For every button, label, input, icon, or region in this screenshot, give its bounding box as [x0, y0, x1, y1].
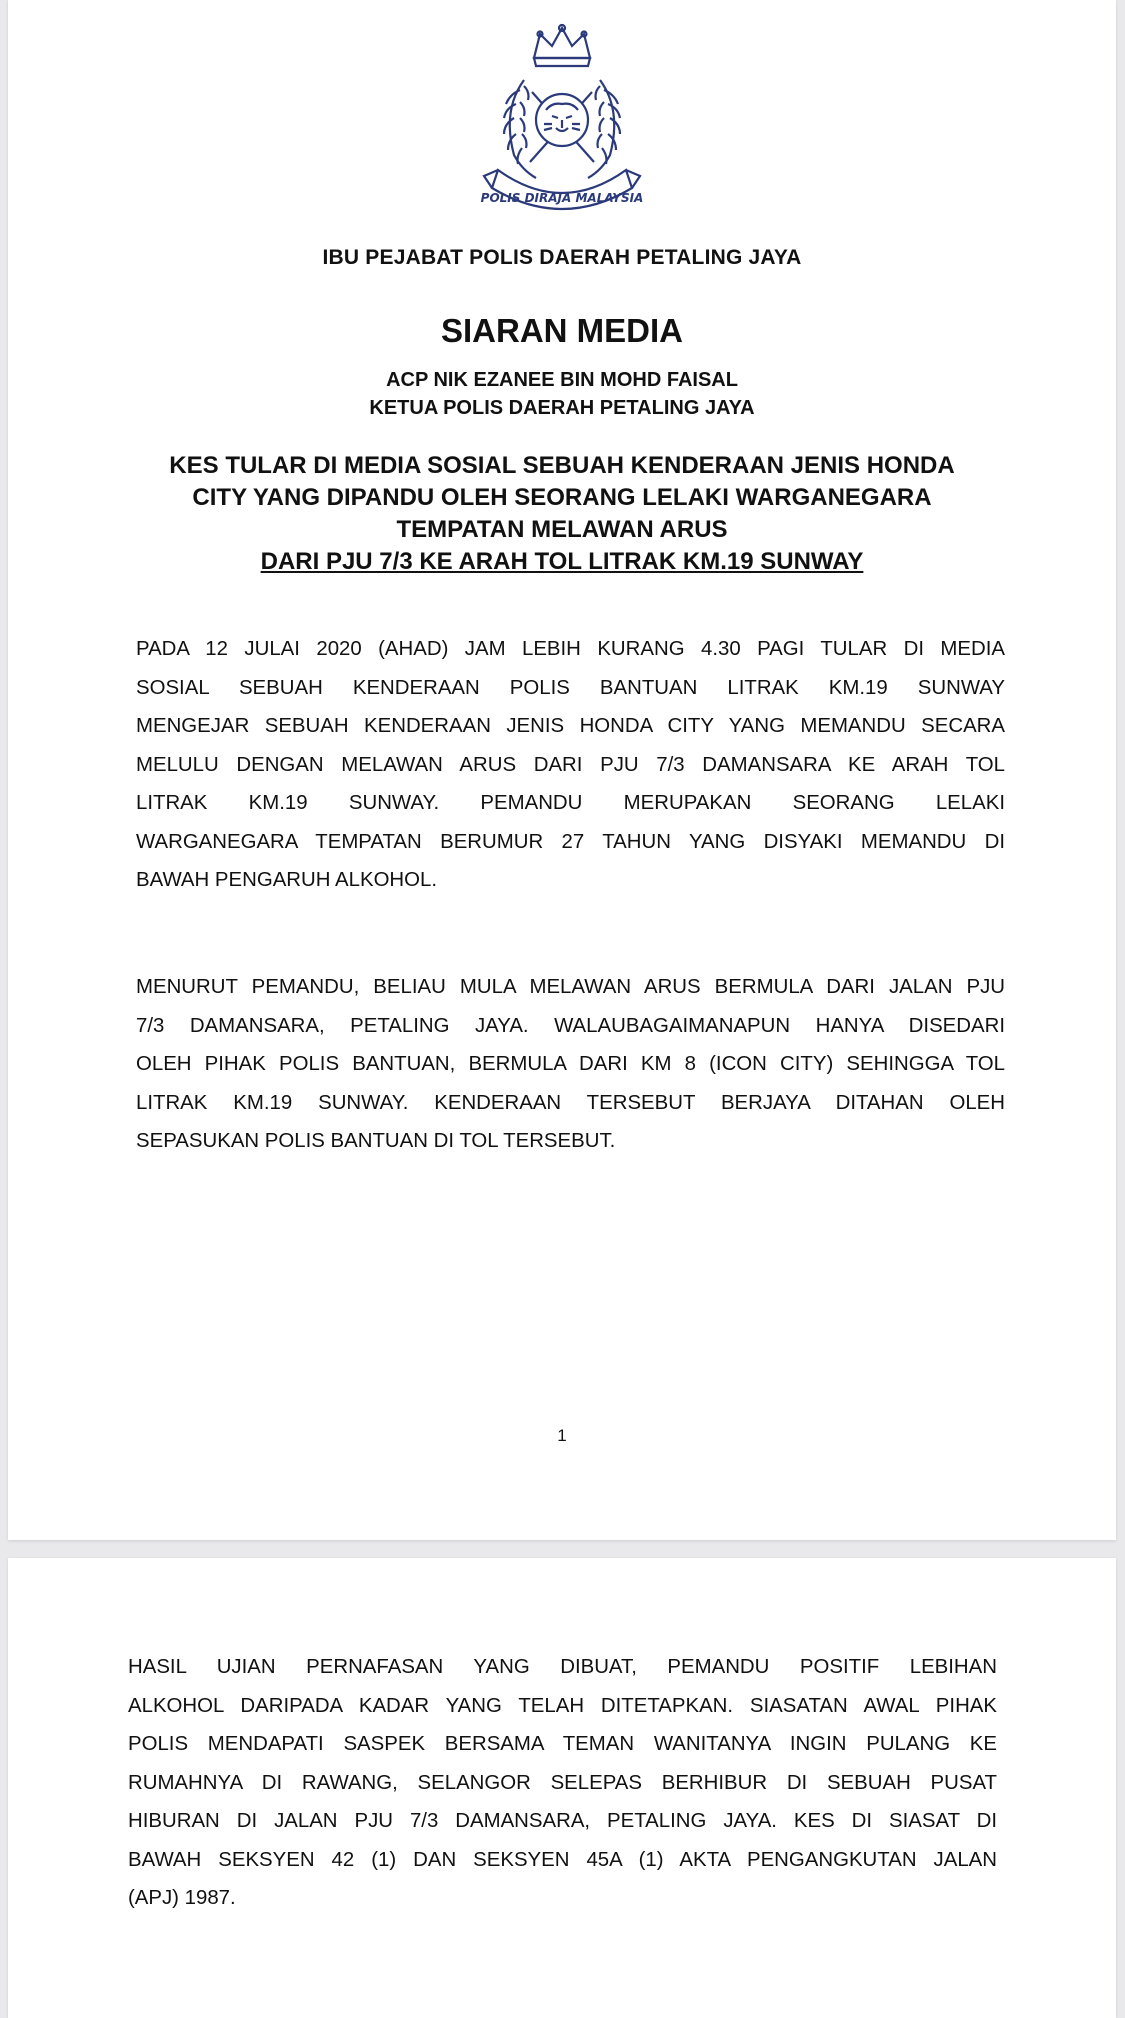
paragraph-line: MELULU DENGAN MELAWAN ARUS DARI PJU 7/3 DAMANSARA KE ARAH TOL	[136, 753, 1005, 776]
paragraph-line: MENURUT PEMANDU, BELIAU MULA MELAWAN ARUS BERMULA DARI JALAN PJU	[136, 976, 1005, 998]
headline-underlined-line: DARI PJU 7/3 KE ARAH TOL LITRAK KM.19 SUNWAY	[260, 548, 864, 575]
page-number: 1	[557, 1426, 567, 1445]
paragraph-line: BAWAH PENGARUH ALKOHOL.	[136, 869, 438, 891]
polis-diraja-malaysia-crest-icon	[462, 20, 662, 220]
body-paragraph-3	[128, 1648, 997, 1918]
document-title: SIARAN MEDIA	[440, 312, 683, 349]
paragraph-line: RUMAHNYA DI RAWANG, SELANGOR SELEPAS BERHIBUR DI SEBUAH PUSAT	[128, 1771, 997, 1794]
crest-ribbon-text: POLIS DIRAJA MALAYSIA	[480, 191, 644, 205]
body-paragraph-2	[136, 968, 1005, 1161]
paragraph-line: ALKOHOL DARIPADA KADAR YANG TELAH DITETAPKAN. SIASATAN AWAL PIHAK	[128, 1694, 997, 1717]
document-page-1	[8, 0, 1116, 1540]
paragraph-line: HIBURAN DI JALAN PJU 7/3 DAMANSARA, PETALING JAYA. KES DI SIASAT DI	[128, 1810, 997, 1832]
headline-line: CITY YANG DIPANDU OLEH SEORANG LELAKI WARGANEGARA	[192, 484, 932, 511]
paragraph-line: WARGANEGARA TEMPATAN BERUMUR 27 TAHUN YANG DISYAKI MEMANDU DI	[136, 830, 1005, 853]
headline-line: KES TULAR DI MEDIA SOSIAL SEBUAH KENDERAAN JENIS HONDA	[169, 452, 955, 479]
paragraph-line: (APJ) 1987.	[128, 1887, 236, 1909]
paragraph-line: PADA 12 JULAI 2020 (AHAD) JAM LEBIH KURANG 4.30 PAGI TULAR DI MEDIA	[136, 638, 1005, 660]
crest-container	[8, 20, 1116, 220]
paragraph-line: POLIS MENDAPATI SASPEK BERSAMA TEMAN WANITANYA INGIN PULANG KE	[128, 1733, 997, 1755]
paragraph-line: OLEH PIHAK POLIS BANTUAN, BERMULA DARI KM 8 (ICON CITY) SEHINGGA TOL	[136, 1053, 1005, 1075]
paragraph-line: BAWAH SEKSYEN 42 (1) DAN SEKSYEN 45A (1) AKTA PENGANGKUTAN JALAN	[128, 1848, 997, 1871]
paragraph-line: LITRAK KM.19 SUNWAY. PEMANDU MERUPAKAN SEORANG LELAKI	[136, 792, 1005, 814]
headline-line: TEMPATAN MELAWAN ARUS	[396, 516, 728, 543]
paragraph-line: SOSIAL SEBUAH KENDERAAN POLIS BANTUAN LITRAK KM.19 SUNWAY	[136, 676, 1005, 699]
signatory-name: ACP NIK EZANEE BIN MOHD FAISAL	[386, 369, 738, 391]
paragraph-line: 7/3 DAMANSARA, PETALING JAYA. WALAUBAGAIMANAPUN HANYA DISEDARI	[136, 1014, 1005, 1037]
paragraph-line: HASIL UJIAN PERNAFASAN YANG DIBUAT, PEMANDU POSITIF LEBIHAN	[128, 1656, 997, 1678]
paragraph-line: MENGEJAR SEBUAH KENDERAAN JENIS HONDA CITY YANG MEMANDU SECARA	[136, 715, 1005, 737]
paragraph-line: SEPASUKAN POLIS BANTUAN DI TOL TERSEBUT.	[136, 1130, 616, 1152]
signatory-position: KETUA POLIS DAERAH PETALING JAYA	[369, 397, 755, 419]
body-paragraph-1	[136, 630, 1005, 900]
paragraph-line: LITRAK KM.19 SUNWAY. KENDERAAN TERSEBUT BERJAYA DITAHAN OLEH	[136, 1091, 1005, 1114]
office-name: IBU PEJABAT POLIS DAERAH PETALING JAYA	[322, 246, 802, 269]
headline	[128, 450, 996, 578]
signatory-block	[8, 366, 1116, 422]
